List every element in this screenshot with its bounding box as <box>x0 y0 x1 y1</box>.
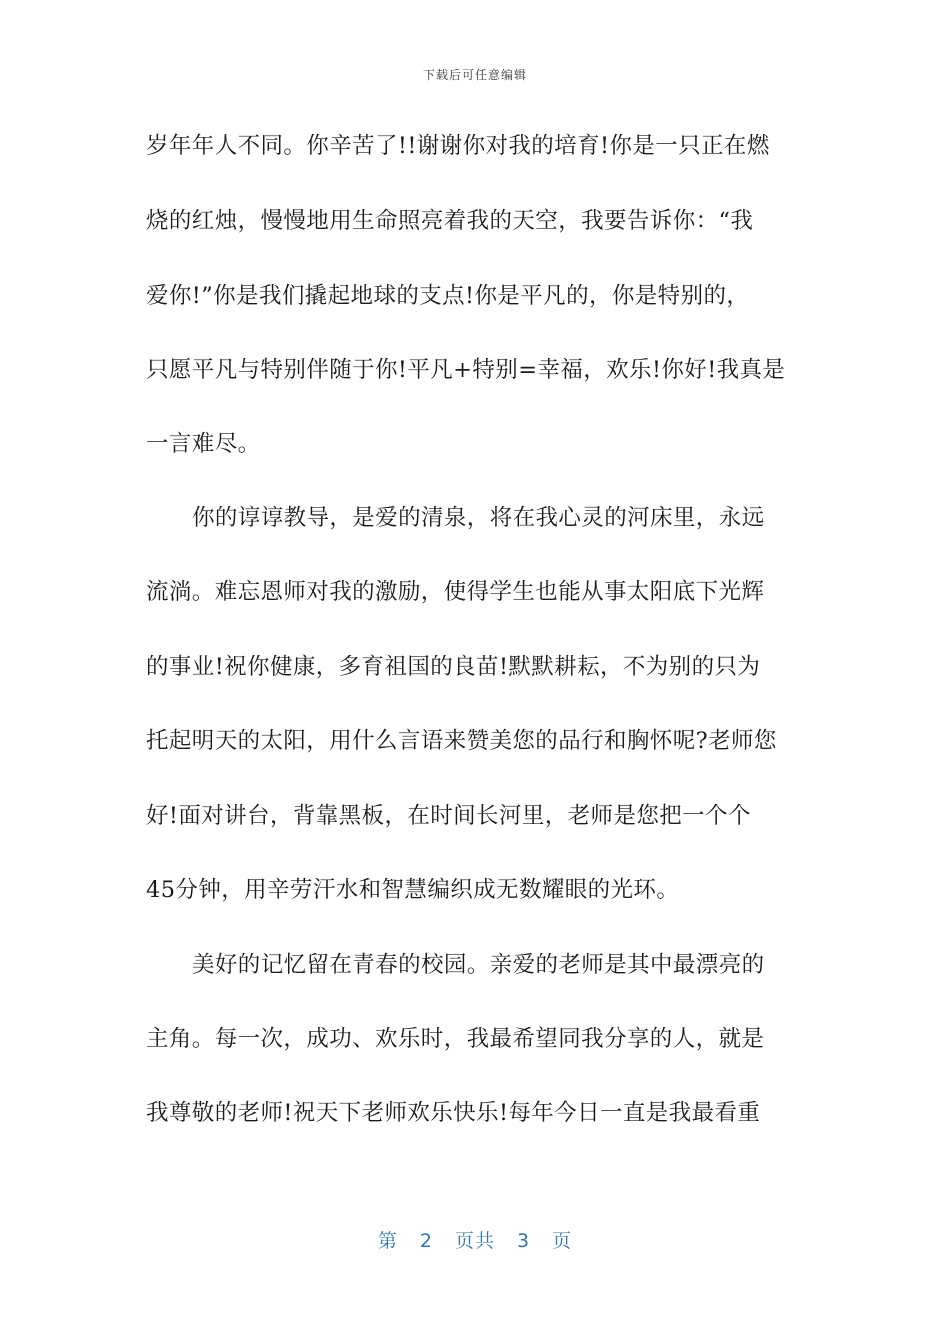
page-footer-pagination <box>0 1226 950 1253</box>
text-line: 岁年年人不同。你辛苦了!!谢谢你对我的培育!你是一只正在燃 <box>146 133 770 159</box>
text-line: 流淌。难忘恩师对我的激励，使得学生也能从事太阳底下光辉 <box>146 579 765 605</box>
text-line: 烧的红烛，慢慢地用生命照亮着我的天空，我要告诉你：“我 <box>146 208 754 234</box>
text-line: 托起明天的太阳，用什么言语来赞美您的品行和胸怀呢?老师您 <box>146 728 777 754</box>
page-header-note: 下载后可任意编辑 <box>422 68 527 82</box>
text-line: 一言难尽。 <box>146 431 261 457</box>
text-line: 你的谆谆教导，是爱的清泉，将在我心灵的河床里，永远 <box>192 505 765 531</box>
footer-label-page: 第 <box>377 1230 398 1252</box>
footer-total-pages: 3 <box>517 1230 531 1252</box>
footer-label-of: 页共 <box>454 1230 495 1252</box>
text-line: 45分钟，用辛劳汗水和智慧编织成无数耀眼的光环。 <box>146 877 680 903</box>
text-line: 的事业!祝你健康，多育祖国的良苗!默默耕耘，不为别的只为 <box>146 654 761 680</box>
text-line: 我尊敬的老师!祝天下老师欢乐快乐!每年今日一直是我最看重 <box>146 1100 761 1126</box>
text-line: 只愿平凡与特别伴随于你!平凡+特别=幸福，欢乐!你好!我真是 <box>146 357 786 383</box>
text-line: 好!面对讲台，背靠黑板，在时间长河里，老师是您把一个个 <box>146 803 751 829</box>
footer-current-page: 2 <box>419 1230 433 1252</box>
footer-label-end: 页 <box>552 1230 573 1252</box>
text-line: 爱你!”你是我们撬起地球的支点!你是平凡的，你是特别的， <box>146 283 750 309</box>
text-line: 美好的记忆留在青春的校园。亲爱的老师是其中最漂亮的 <box>192 952 765 978</box>
text-line: 主角。每一次，成功、欢乐时，我最希望同我分享的人，就是 <box>146 1026 765 1052</box>
